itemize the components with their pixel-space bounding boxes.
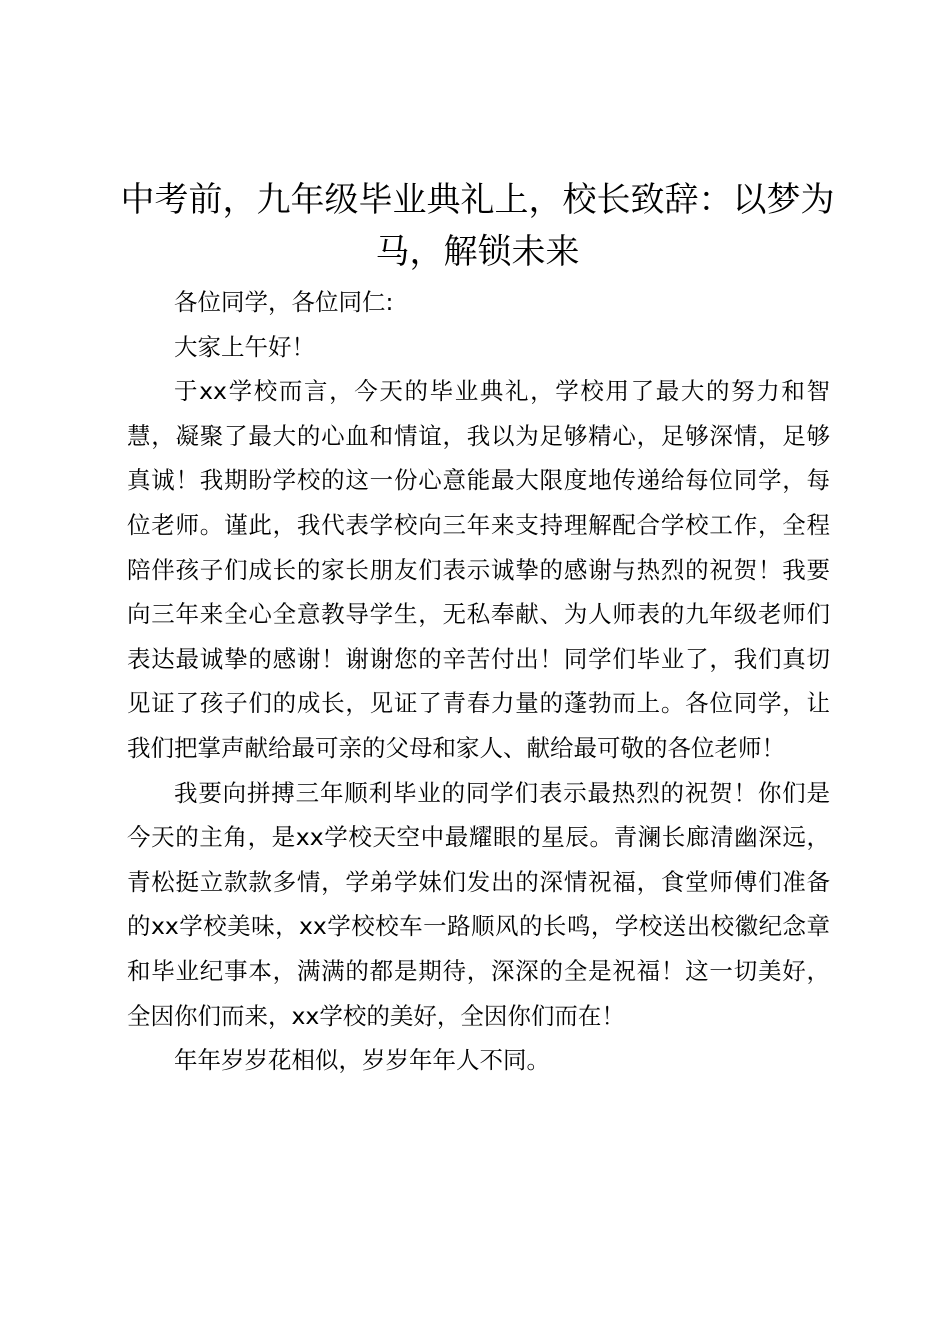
paragraph-good-morning: 大家上午好！ — [174, 332, 315, 361]
paragraph-greeting-audience: 各位同学，各位同仁: — [174, 288, 394, 316]
paragraph-closing-line: 年年岁岁花相似，岁岁年年人不同。 — [174, 1046, 550, 1075]
paragraph-congratulations: 我要向拼搏三年顺利毕业的同学们表示最热烈的祝贺！你们是今天的主角，是xx学校天空中最耀眼的星辰。青澜长廊清幽深远，青松挺立款款多情，学弟学妹们发出的深情祝福，食堂师傅们准备的xx学校美味，xx学校校车一路顺风的长鸣，学校送出校徽纪念章和毕业纪事本，满满的都是期待，深深的全是祝福！这一切美好，全因你们而来，xx学校的美好，全因你们而在！ — [127, 778, 830, 1030]
paragraph-thanks: 于xx学校而言，今天的毕业典礼，学校用了最大的努力和智慧，凝聚了最大的心血和情谊，我以为足够精心，足够深情，足够真诚！我期盼学校的这一份心意能最大限度地传递给每位同学，每位老师。谨此，我代表学校向三年来支持理解配合学校工作，全程陪伴孩子们成长的家长朋友们表示诚挚的感谢与热烈的祝贺！我要向三年来全心全意教导学生，无私奉献、为人师表的九年级老师们表达最诚挚的感谢！谢谢您的辛苦付出！同学们毕业了，我们真切见证了孩子们的成长，见证了青春力量的蓬勃而上。各位同学，让我们把掌声献给最可亲的父母和家人、献给最可敬的各位老师！ — [127, 377, 830, 762]
document-body — [127, 280, 830, 1083]
document-title: 中考前，九年级毕业典礼上，校长致辞：以梦为马，解锁未来 — [120, 180, 835, 272]
